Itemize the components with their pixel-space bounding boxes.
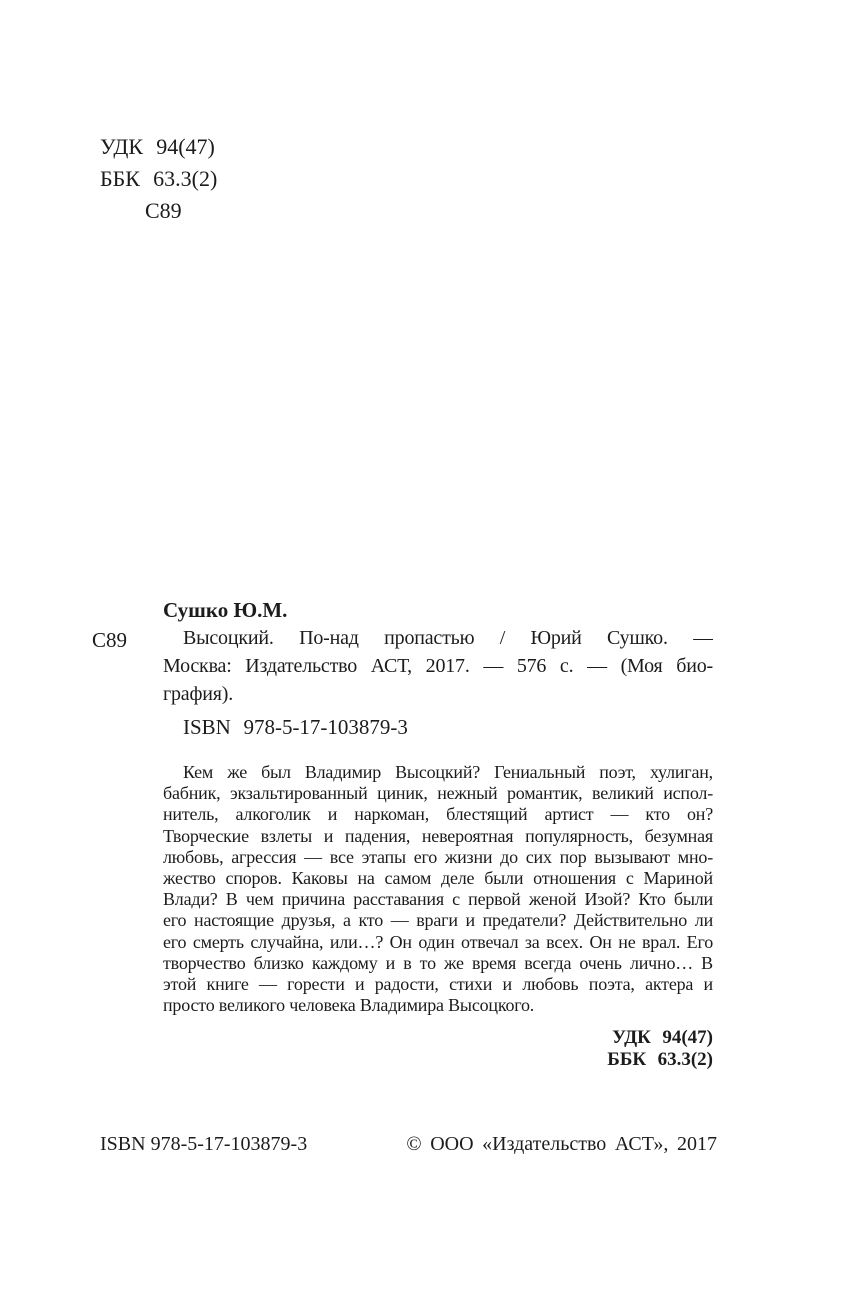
isbn-line: ISBN 978-5-17-103879-3 [183,715,408,739]
author-sign-margin: С89 [92,628,128,652]
bottom-classification-block [607,1027,713,1071]
annotation-paragraph [163,762,713,1016]
annotation-line: творчество близко каждому и в то же время всегда очень лично… В [163,952,713,973]
udk-code-top: УДК 94(47) [100,134,215,159]
annotation-line: этой книге — горести и радости, стихи и любовь поэта, актера и [163,974,713,995]
annotation-line: его настоящие друзья, а кто — враги и предатели? Действительно ли [163,910,713,931]
description-line: графия). [163,683,234,705]
annotation-line: Кем же был Владимир Высоцкий? Гениальный поэт, хулиган, [183,762,713,782]
annotation-line: нитель, алкоголик и наркоман, блестящий артист — кто он? [163,804,713,825]
annotation-line: любовь, агрессия — все этапы его жизни до сих пор вызывают мно- [163,846,713,867]
bbk-code-bottom: ББК 63.3(2) [607,1049,713,1070]
udk-code-bottom: УДК 94(47) [612,1027,713,1048]
annotation-line: бабник, экзальтированный циник, нежный романтик, великий испол- [163,783,713,804]
annotation-line: Влади? В чем причина расставания с первой женой Изой? Кто были [163,889,713,910]
annotation-line: жество споров. Каковы на самом деле были отношения с Мариной [163,868,713,889]
bibliographic-description [163,624,713,708]
annotation-line: Творческие взлеты и падения, невероятная популярность, безумная [163,825,713,846]
annotation-line: его смерть случайна, или…? Он один отвечал за всех. Он не врал. Его [163,931,713,952]
author-heading: Сушко Ю.М. [163,598,288,622]
description-line: Высоцкий. По-над пропастью / Юрий Сушко. — [183,627,713,649]
description-line: Москва: Издательство АСТ, 2017. — 576 с. — (Моя био- [163,655,713,677]
footer-copyright: © ООО «Издательство АСТ», 2017 [406,1133,717,1155]
author-sign-top: С89 [145,198,182,223]
bbk-code-top: ББК 63.3(2) [100,166,218,191]
footer-isbn: ISBN 978-5-17-103879-3 [100,1133,308,1155]
top-classification-block [100,131,217,227]
annotation-line: просто великого человека Владимира Высоцкого. [163,995,535,1016]
